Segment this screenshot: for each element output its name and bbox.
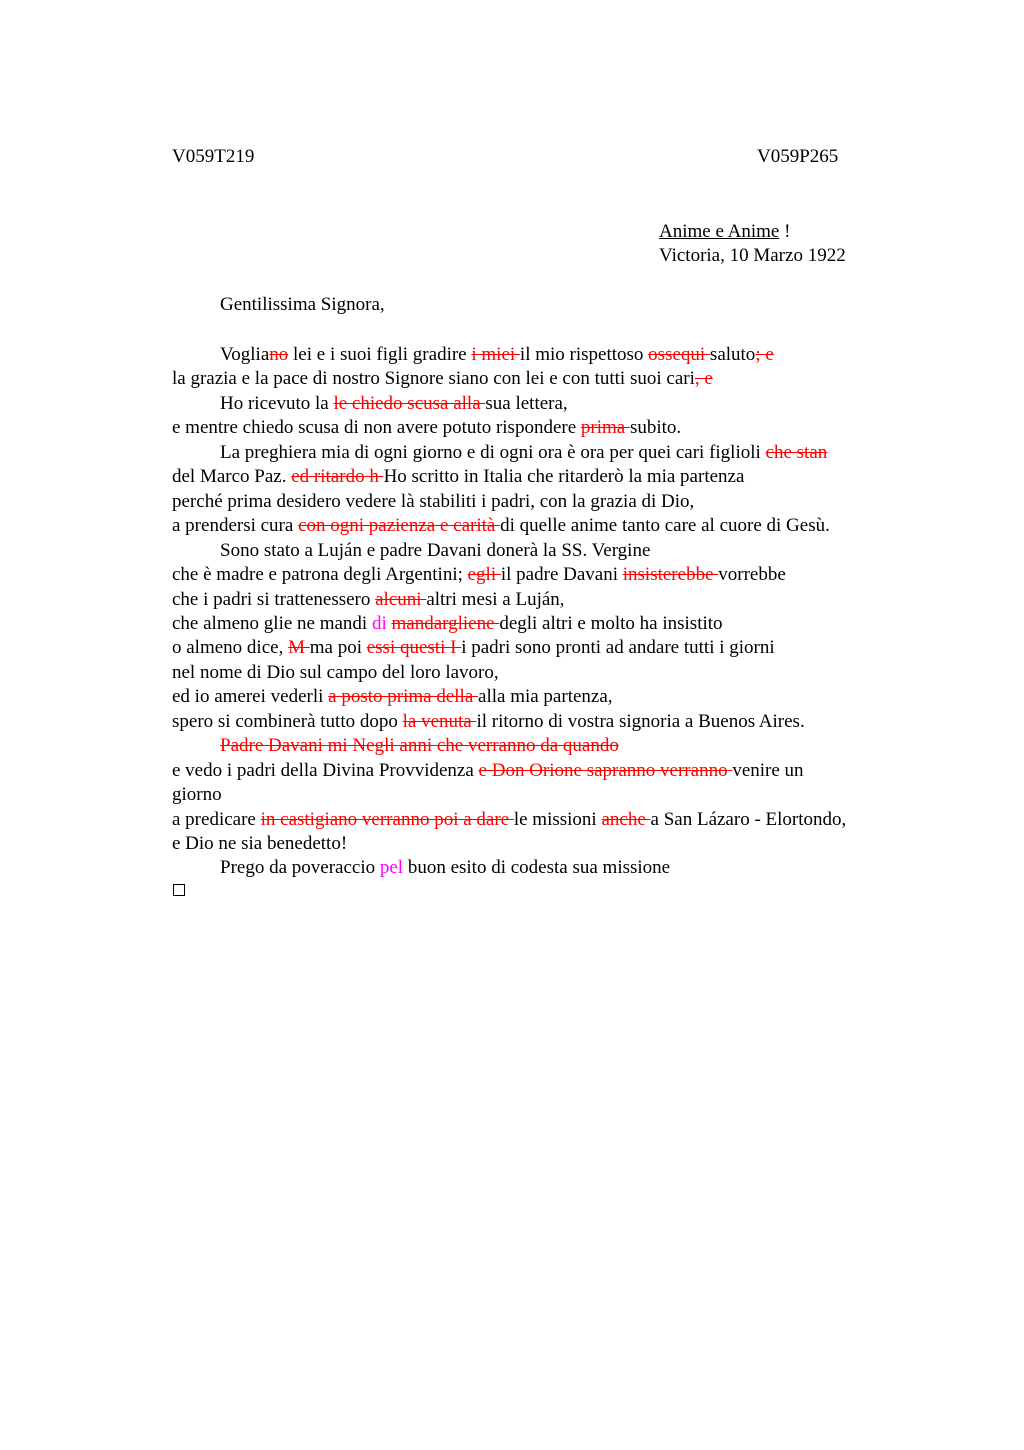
document-code-left: V059T219	[172, 146, 255, 167]
text-segment: lei e i suoi figli gradire	[288, 344, 472, 365]
body-line	[172, 636, 775, 660]
deleted-text: Padre Davani mi Negli anni che verranno da quando	[220, 735, 619, 757]
body-line	[172, 367, 713, 391]
deleted-text: M	[288, 637, 310, 659]
text-segment: Ho scritto in Italia che ritarderò la mia partenza	[383, 466, 745, 488]
deleted-text: ed ritardo h	[291, 466, 384, 488]
deleted-text: a posto prima della	[328, 686, 479, 708]
body-line	[220, 441, 827, 465]
body-line	[220, 734, 619, 758]
text-segment: che è madre e patrona degli Argentini;	[172, 564, 468, 586]
deleted-text: le chiedo scusa alla	[333, 392, 486, 414]
body-line	[220, 856, 670, 880]
motto-text: Anime e Anime	[659, 221, 780, 242]
text-segment: Prego da poveraccio	[220, 857, 380, 879]
deleted-text: con ogni pazienza e carità	[298, 515, 501, 537]
deleted-text: egli	[467, 564, 501, 586]
text-segment: le missioni	[513, 808, 602, 830]
motto-punct: !	[779, 221, 791, 242]
text-segment: il ritorno di vostra signoria a Buenos Aires.	[476, 710, 805, 732]
text-segment: a prendersi cura	[172, 515, 299, 537]
text-segment: di quelle anime tanto care al cuore di Gesù.	[500, 515, 830, 537]
text-segment: altri mesi a Luján,	[426, 588, 565, 610]
inserted-text: di	[371, 612, 387, 634]
text-segment: i padri sono pronti ad andare tutti i giorni	[461, 637, 775, 659]
deleted-text: ossequi	[648, 344, 710, 365]
text-segment: o almeno dice,	[172, 637, 289, 659]
deleted-text: , e	[694, 368, 713, 390]
body-line	[220, 392, 568, 416]
text-segment: spero si combinerà tutto dopo	[172, 710, 403, 732]
deleted-text: in castigiano verranno poi a dare	[260, 808, 514, 830]
deleted-text: che stan	[765, 441, 828, 463]
text-segment: il mio rispettoso	[519, 344, 649, 365]
text-segment: Voglia	[220, 344, 270, 365]
text-segment: nel nome di Dio sul campo del loro lavoro,	[172, 661, 499, 683]
deleted-text: la venuta	[402, 710, 477, 732]
text-segment: venire un	[732, 759, 804, 781]
text-segment: buon esito di codesta sua missione	[403, 857, 671, 879]
text-segment: Ho ricevuto la	[220, 392, 334, 414]
body-line	[220, 539, 650, 563]
deleted-text: no	[269, 344, 289, 365]
text-segment: ed io amerei vederli	[172, 686, 329, 708]
text-segment: alla mia partenza,	[478, 686, 613, 708]
deleted-text: e Don Orione sapranno verranno	[478, 759, 733, 781]
body-line	[172, 661, 499, 685]
text-segment: la grazia e la pace di nostro Signore siano con lei e con tutti suoi cari	[172, 368, 695, 390]
deleted-text: anche	[601, 808, 651, 830]
letter-motto	[659, 221, 790, 243]
body-line	[172, 759, 804, 783]
deleted-text: mandargliene	[391, 612, 500, 634]
text-segment: che i padri si trattenessero	[172, 588, 376, 610]
deleted-text: ; e	[755, 344, 774, 365]
text-segment: degli altri e molto ha insistito	[499, 612, 723, 634]
deleted-text: prima	[580, 417, 630, 439]
text-segment: vorrebbe	[718, 564, 786, 586]
text-segment: a predicare	[172, 808, 261, 830]
text-segment: ma poi	[309, 637, 367, 659]
body-line	[172, 490, 694, 514]
place-date: Victoria, 10 Marzo 1922	[659, 245, 846, 266]
deleted-text: alcuni	[375, 588, 427, 610]
text-segment: che almeno glie ne mandi	[172, 612, 372, 634]
body-line	[172, 612, 723, 636]
text-segment: La preghiera mia di ogni giorno e di ogni ora è ora per quei cari figlioli	[220, 441, 766, 463]
document-code-right: V059P265	[757, 146, 839, 167]
body-line	[172, 465, 744, 489]
inserted-text: pel	[379, 857, 404, 879]
deleted-text: insisterebbe	[622, 564, 719, 586]
text-segment: e mentre chiedo scusa di non avere potuto rispondere	[172, 417, 581, 439]
text-segment: Sono stato a Luján e padre Davani donerà la SS. Vergine	[220, 539, 651, 561]
text-segment: sua lettera,	[485, 392, 568, 414]
text-segment: giorno	[172, 784, 222, 806]
deleted-text: essi questi I	[366, 637, 462, 659]
body-line	[220, 343, 774, 367]
checkbox-glyph	[173, 884, 185, 896]
body-line	[172, 563, 786, 587]
text-segment: perché prima desidero vedere là stabiliti i padri, con la grazia di Dio,	[172, 490, 695, 512]
body-line	[172, 808, 846, 832]
body-line	[172, 832, 347, 856]
body-line	[172, 416, 681, 440]
body-line	[172, 685, 613, 709]
body-line	[172, 588, 565, 612]
deleted-text: i miei	[471, 344, 520, 365]
text-segment: e Dio ne sia benedetto!	[172, 833, 348, 854]
text-segment: saluto	[709, 344, 756, 365]
text-segment: del Marco Paz.	[172, 466, 292, 488]
text-segment: subito.	[629, 417, 682, 439]
text-segment: a San Lázaro - Elortondo,	[650, 808, 847, 830]
salutation: Gentilissima Signora,	[220, 294, 385, 315]
text-segment: e vedo i padri della Divina Provvidenza	[172, 759, 479, 781]
body-line	[172, 710, 805, 734]
text-segment: il padre Davani	[500, 564, 623, 586]
body-line	[172, 514, 830, 538]
body-line	[172, 783, 222, 807]
